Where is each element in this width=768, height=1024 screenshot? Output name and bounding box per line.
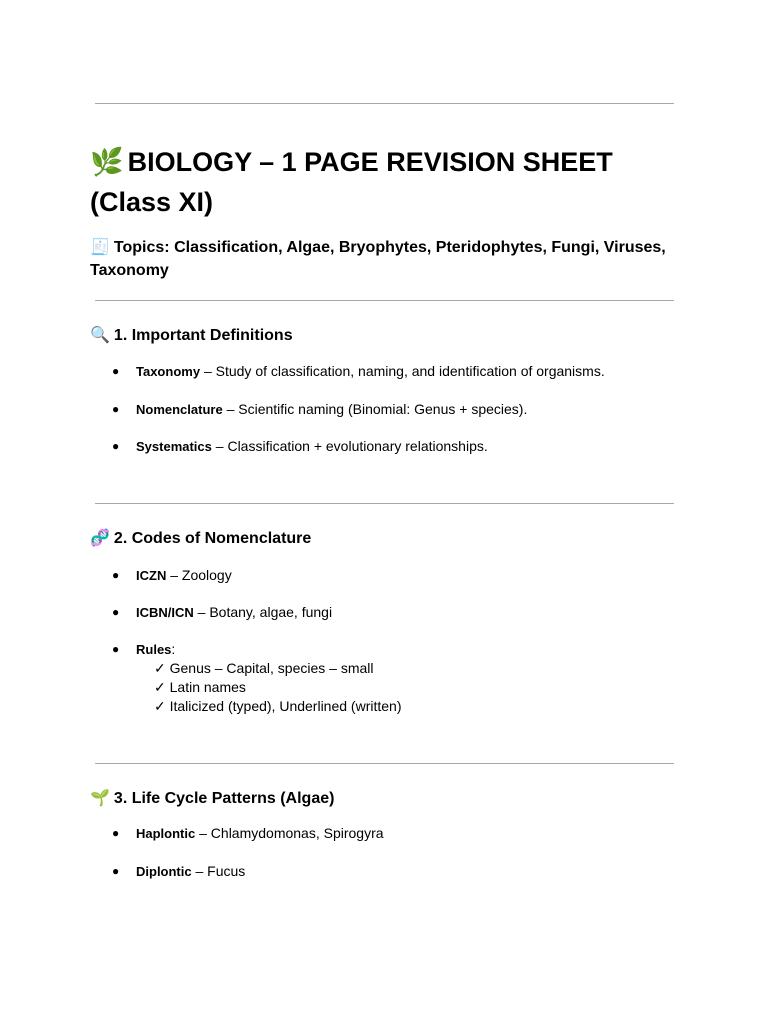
term: ICBN/ICN [136,605,194,620]
dna-icon: 🧬 [90,530,110,547]
term: Haplontic [136,826,196,841]
bullet-dot: ● [112,364,120,378]
term: Diplontic [136,864,192,879]
section-heading-life-cycle [90,788,334,810]
horizontal-rule [95,503,674,504]
term: ICZN [136,568,167,583]
bullet-dot: ● [112,439,120,453]
section-heading-text: 2. Codes of Nomenclature [113,530,312,547]
section-heading-definitions [90,325,293,347]
definition: – Zoology [166,567,232,583]
topics-subtitle [90,236,670,282]
page-title [90,142,690,222]
bullet-dot: ● [112,568,120,582]
title-line-1: BIOLOGY – 1 PAGE REVISION SHEET [127,147,613,177]
seedling-icon: 🌱 [90,790,110,807]
bullet-dot: ● [112,642,120,656]
receipt-icon: 🧾 [90,239,110,256]
term: Nomenclature [136,402,223,417]
definition: : [171,641,176,657]
term: Rules [136,642,172,657]
section-heading-codes [90,528,311,550]
term: Taxonomy [136,364,201,379]
section-heading-text: 3. Life Cycle Patterns (Algae) [113,790,335,807]
horizontal-rule [95,103,674,104]
definition: – Botany, algae, fungi [193,604,333,620]
bullet-dot: ● [112,864,120,878]
bullet-dot: ● [112,605,120,619]
topics-text: Topics: Classification, Algae, Bryophytes, Pteridophytes, Fungi, Viruses, Taxonomy [90,239,666,279]
bullet-dot: ● [112,402,120,416]
definition: – Scientific naming (Binomial: Genus + species). [222,401,528,417]
leaf-icon: 🌿 [90,147,124,177]
title-line-2: (Class XI) [90,187,214,217]
section-heading-text: 1. Important Definitions [113,327,293,344]
rule-item: ✓ Italicized (typed), Underlined (written) [154,698,402,714]
rule-item: ✓ Genus – Capital, species – small [154,660,374,676]
horizontal-rule [95,763,674,764]
horizontal-rule [95,300,674,301]
definition: – Fucus [191,863,246,879]
definition: – Chlamydomonas, Spirogyra [195,825,384,841]
rule-item: ✓ Latin names [154,679,246,695]
rules-sublist [154,659,402,716]
definition: – Study of classification, naming, and identification of organisms. [200,363,605,379]
bullet-dot: ● [112,826,120,840]
term: Systematics [136,439,212,454]
definition: – Classification + evolutionary relationships. [211,438,488,454]
magnifier-icon: 🔍 [90,327,110,344]
